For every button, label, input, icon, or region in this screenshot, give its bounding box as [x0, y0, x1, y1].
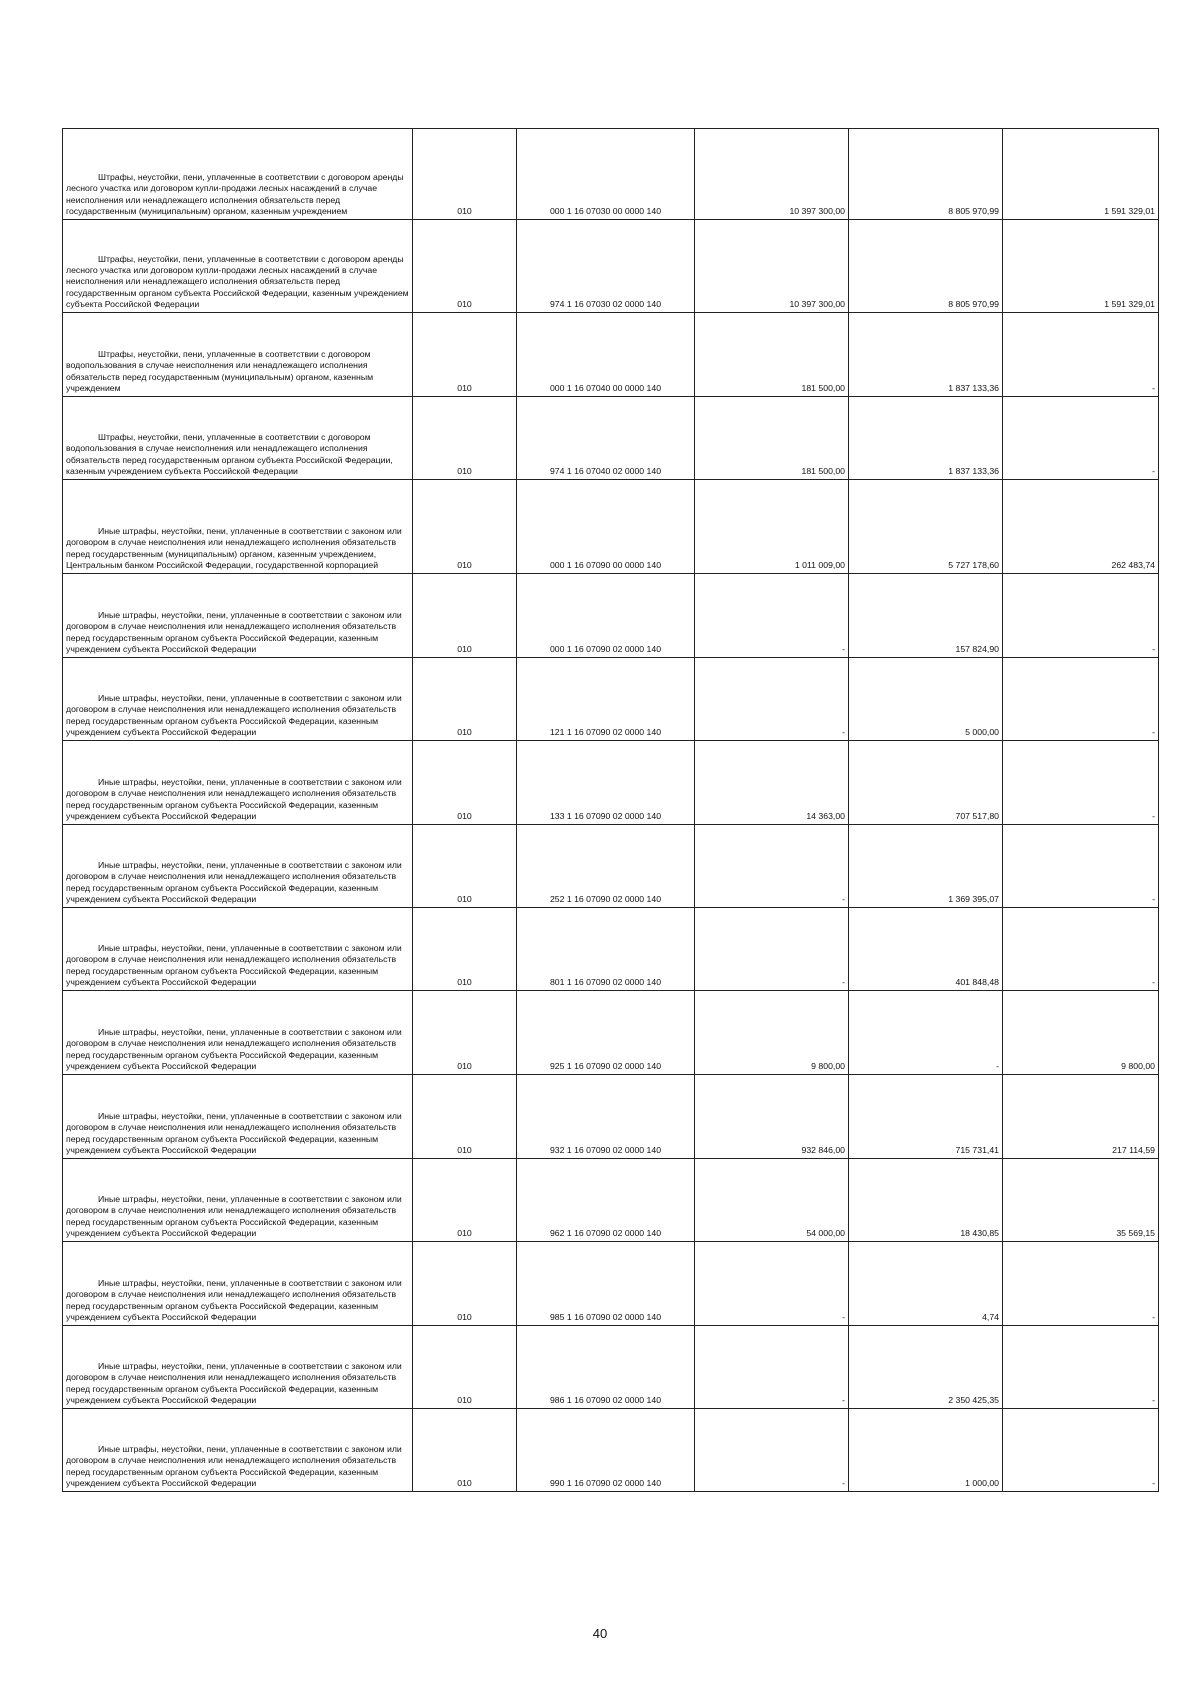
row-name — [63, 991, 413, 1075]
budget-classification-code: 000 1 16 07090 00 0000 140 — [517, 480, 695, 574]
table-row — [63, 313, 1159, 397]
row-name-text: Иные штрафы, неустойки, пени, уплаченные в соответствии с законом или договором в случае неисполнения или ненадлежащего исполнения обязательств перед государственным органом субъекта Российской Федерации, казенным учреждением субъекта Российской Федерации — [66, 1194, 402, 1238]
approved-amount: 181 500,00 — [695, 397, 849, 480]
remaining-amount: - — [1003, 313, 1159, 397]
line-code: 010 — [413, 397, 517, 480]
row-name-text: Штрафы, неустойки, пени, уплаченные в соответствии с договором аренды лесного участка или договором купли-продажи лесных насаждений в случае неисполнения или ненадлежащего исполнения обязательств перед государственным (муниципальным) органом, казенным учреждением — [66, 172, 404, 216]
approved-amount: - — [695, 658, 849, 741]
budget-classification-code: 000 1 16 07090 02 0000 140 — [517, 574, 695, 658]
row-name-text: Штрафы, неустойки, пени, уплаченные в соответствии с договором аренды лесного участка или договором купли-продажи лесных насаждений в случае неисполнения или ненадлежащего исполнения обязательств перед государственным органом субъекта Российской Федерации, казенным учреждением субъекта Российской Федерации — [66, 253, 409, 309]
budget-classification-code: 932 1 16 07090 02 0000 140 — [517, 1075, 695, 1159]
approved-amount: 9 800,00 — [695, 991, 849, 1075]
budget-classification-code: 985 1 16 07090 02 0000 140 — [517, 1242, 695, 1326]
row-name — [63, 741, 413, 825]
row-name — [63, 220, 413, 313]
executed-amount: - — [849, 991, 1003, 1075]
remaining-amount: - — [1003, 741, 1159, 825]
row-name — [63, 908, 413, 991]
remaining-amount: 1 591 329,01 — [1003, 129, 1159, 220]
line-code: 010 — [413, 741, 517, 825]
row-name-text: Штрафы, неустойки, пени, уплаченные в соответствии с договором водопользования в случае неисполнения или ненадлежащего исполнения обязательств перед государственным (муниципальным) органом, казенным учреждением — [66, 349, 374, 393]
executed-amount: 4,74 — [849, 1242, 1003, 1326]
budget-classification-code: 990 1 16 07090 02 0000 140 — [517, 1409, 695, 1492]
budget-classification-code: 133 1 16 07090 02 0000 140 — [517, 741, 695, 825]
row-name-text: Иные штрафы, неустойки, пени, уплаченные в соответствии с законом или договором в случае неисполнения или ненадлежащего исполнения обязательств перед государственным органом субъекта Российской Федерации, казенным учреждением субъекта Российской Федерации — [66, 777, 402, 821]
line-code: 010 — [413, 1326, 517, 1409]
budget-classification-code: 000 1 16 07040 00 0000 140 — [517, 313, 695, 397]
budget-classification-code: 962 1 16 07090 02 0000 140 — [517, 1159, 695, 1242]
row-name-text: Иные штрафы, неустойки, пени, уплаченные в соответствии с законом или договором в случае неисполнения или ненадлежащего исполнения обязательств перед государственным органом субъекта Российской Федерации, казенным учреждением субъекта Российской Федерации — [66, 610, 402, 654]
executed-amount: 715 731,41 — [849, 1075, 1003, 1159]
budget-classification-code: 925 1 16 07090 02 0000 140 — [517, 991, 695, 1075]
line-code: 010 — [413, 1159, 517, 1242]
remaining-amount: - — [1003, 397, 1159, 480]
line-code: 010 — [413, 1409, 517, 1492]
row-name-text: Иные штрафы, неустойки, пени, уплаченные в соответствии с законом или договором в случае неисполнения или ненадлежащего исполнения обязательств перед государственным (муниципальным) органом, казенным учреждением, Центральным банком Российской Федерации, государственной корпорацией — [66, 526, 402, 570]
executed-amount: 157 824,90 — [849, 574, 1003, 658]
executed-amount: 707 517,80 — [849, 741, 1003, 825]
executed-amount: 2 350 425,35 — [849, 1326, 1003, 1409]
approved-amount: - — [695, 574, 849, 658]
budget-classification-code: 974 1 16 07040 02 0000 140 — [517, 397, 695, 480]
remaining-amount: 9 800,00 — [1003, 991, 1159, 1075]
row-name — [63, 129, 413, 220]
approved-amount: 932 846,00 — [695, 1075, 849, 1159]
line-code: 010 — [413, 129, 517, 220]
line-code: 010 — [413, 908, 517, 991]
row-name-text: Штрафы, неустойки, пени, уплаченные в соответствии с договором водопользования в случае неисполнения или ненадлежащего исполнения обязательств перед государственным органом субъекта Российской Федерации, казенным учреждением субъекта Российской Федерации — [66, 432, 393, 476]
table-row — [63, 1326, 1159, 1409]
remaining-amount: - — [1003, 908, 1159, 991]
approved-amount: - — [695, 1242, 849, 1326]
row-name-text: Иные штрафы, неустойки, пени, уплаченные в соответствии с законом или договором в случае неисполнения или ненадлежащего исполнения обязательств перед государственным органом субъекта Российской Федерации, казенным учреждением субъекта Российской Федерации — [66, 860, 402, 904]
line-code: 010 — [413, 220, 517, 313]
executed-amount: 5 000,00 — [849, 658, 1003, 741]
budget-classification-code: 801 1 16 07090 02 0000 140 — [517, 908, 695, 991]
approved-amount: 54 000,00 — [695, 1159, 849, 1242]
page-number: 40 — [592, 1626, 608, 1641]
row-name-text: Иные штрафы, неустойки, пени, уплаченные в соответствии с законом или договором в случае неисполнения или ненадлежащего исполнения обязательств перед государственным органом субъекта Российской Федерации, казенным учреждением субъекта Российской Федерации — [66, 693, 402, 737]
row-name — [63, 313, 413, 397]
row-name-text: Иные штрафы, неустойки, пени, уплаченные в соответствии с законом или договором в случае неисполнения или ненадлежащего исполнения обязательств перед государственным органом субъекта Российской Федерации, казенным учреждением субъекта Российской Федерации — [66, 943, 402, 987]
row-name-text: Иные штрафы, неустойки, пени, уплаченные в соответствии с законом или договором в случае неисполнения или ненадлежащего исполнения обязательств перед государственным органом субъекта Российской Федерации, казенным учреждением субъекта Российской Федерации — [66, 1111, 402, 1155]
table-row — [63, 1242, 1159, 1326]
remaining-amount: 217 114,59 — [1003, 1075, 1159, 1159]
approved-amount: - — [695, 1326, 849, 1409]
row-name — [63, 1075, 413, 1159]
table-body — [63, 129, 1159, 1492]
executed-amount: 1 837 133,36 — [849, 397, 1003, 480]
line-code: 010 — [413, 1075, 517, 1159]
line-code: 010 — [413, 658, 517, 741]
line-code: 010 — [413, 991, 517, 1075]
row-name-text: Иные штрафы, неустойки, пени, уплаченные в соответствии с законом или договором в случае неисполнения или ненадлежащего исполнения обязательств перед государственным органом субъекта Российской Федерации, казенным учреждением субъекта Российской Федерации — [66, 1278, 402, 1322]
row-name — [63, 1242, 413, 1326]
executed-amount: 8 805 970,99 — [849, 129, 1003, 220]
approved-amount: 181 500,00 — [695, 313, 849, 397]
table-row — [63, 825, 1159, 908]
table-row — [63, 991, 1159, 1075]
row-name-text: Иные штрафы, неустойки, пени, уплаченные в соответствии с законом или договором в случае неисполнения или ненадлежащего исполнения обязательств перед государственным органом субъекта Российской Федерации, казенным учреждением субъекта Российской Федерации — [66, 1361, 402, 1405]
line-code: 010 — [413, 313, 517, 397]
revenue-table — [62, 128, 1159, 1492]
executed-amount: 1 000,00 — [849, 1409, 1003, 1492]
remaining-amount: - — [1003, 574, 1159, 658]
table-row — [63, 220, 1159, 313]
table-row — [63, 480, 1159, 574]
line-code: 010 — [413, 1242, 517, 1326]
remaining-amount: - — [1003, 658, 1159, 741]
table-row — [63, 397, 1159, 480]
executed-amount: 1 837 133,36 — [849, 313, 1003, 397]
table-row — [63, 1075, 1159, 1159]
executed-amount: 18 430,85 — [849, 1159, 1003, 1242]
executed-amount: 401 848,48 — [849, 908, 1003, 991]
approved-amount: - — [695, 1409, 849, 1492]
line-code: 010 — [413, 825, 517, 908]
approved-amount: 10 397 300,00 — [695, 129, 849, 220]
remaining-amount: - — [1003, 1326, 1159, 1409]
approved-amount: 10 397 300,00 — [695, 220, 849, 313]
table-row — [63, 658, 1159, 741]
row-name-text: Иные штрафы, неустойки, пени, уплаченные в соответствии с законом или договором в случае неисполнения или ненадлежащего исполнения обязательств перед государственным органом субъекта Российской Федерации, казенным учреждением субъекта Российской Федерации — [66, 1027, 402, 1071]
remaining-amount: 1 591 329,01 — [1003, 220, 1159, 313]
budget-classification-code: 000 1 16 07030 00 0000 140 — [517, 129, 695, 220]
remaining-amount: - — [1003, 825, 1159, 908]
approved-amount: 1 011 009,00 — [695, 480, 849, 574]
table-row — [63, 1409, 1159, 1492]
executed-amount: 8 805 970,99 — [849, 220, 1003, 313]
row-name — [63, 825, 413, 908]
row-name — [63, 397, 413, 480]
approved-amount: 14 363,00 — [695, 741, 849, 825]
row-name-text: Иные штрафы, неустойки, пени, уплаченные в соответствии с законом или договором в случае неисполнения или ненадлежащего исполнения обязательств перед государственным органом субъекта Российской Федерации, казенным учреждением субъекта Российской Федерации — [66, 1444, 402, 1488]
table-row — [63, 129, 1159, 220]
remaining-amount: 262 483,74 — [1003, 480, 1159, 574]
table-row — [63, 741, 1159, 825]
line-code: 010 — [413, 574, 517, 658]
remaining-amount: - — [1003, 1409, 1159, 1492]
budget-classification-code: 974 1 16 07030 02 0000 140 — [517, 220, 695, 313]
table-row — [63, 1159, 1159, 1242]
approved-amount: - — [695, 825, 849, 908]
row-name — [63, 1409, 413, 1492]
row-name — [63, 658, 413, 741]
budget-classification-code: 121 1 16 07090 02 0000 140 — [517, 658, 695, 741]
row-name — [63, 1159, 413, 1242]
table-row — [63, 908, 1159, 991]
remaining-amount: 35 569,15 — [1003, 1159, 1159, 1242]
executed-amount: 5 727 178,60 — [849, 480, 1003, 574]
row-name — [63, 480, 413, 574]
line-code: 010 — [413, 480, 517, 574]
row-name — [63, 574, 413, 658]
remaining-amount: - — [1003, 1242, 1159, 1326]
table-row — [63, 574, 1159, 658]
approved-amount: - — [695, 908, 849, 991]
executed-amount: 1 369 395,07 — [849, 825, 1003, 908]
row-name — [63, 1326, 413, 1409]
budget-classification-code: 252 1 16 07090 02 0000 140 — [517, 825, 695, 908]
budget-classification-code: 986 1 16 07090 02 0000 140 — [517, 1326, 695, 1409]
